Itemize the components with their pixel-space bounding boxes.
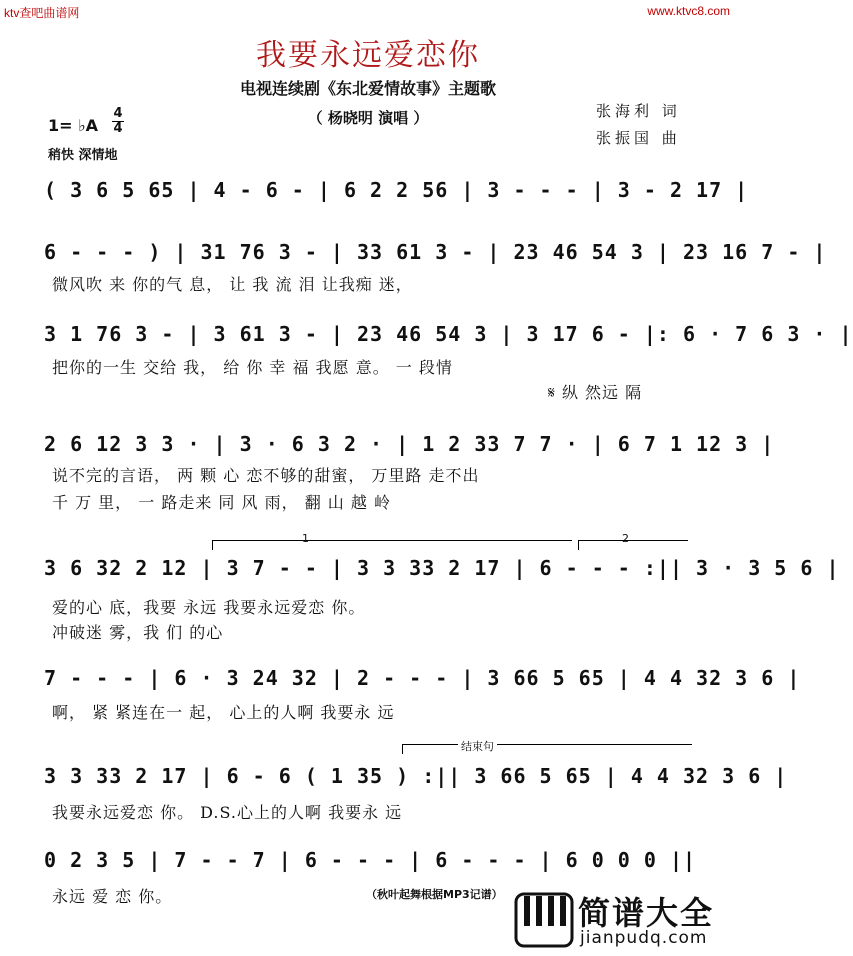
piano-keys-icon [514,890,574,950]
volta-2-bracket [578,540,688,541]
song-subtitle: 电视连续剧《东北爱情故事》主题歌 [239,79,496,98]
lyric-line: 我要永远爱恋 你。 D.S.心上的人啊 我要永 远 [52,803,403,822]
lyric-line: 永远 爱 恋 你。 [52,887,173,906]
ending-label: 结束句 [458,738,497,754]
notation-row: 7 - - - | 6 · 3 24 32 | 2 - - - | 3 66 5 65 | 4 4 32 3 6 | [44,666,801,690]
key-signature: 1= ♭A [48,116,99,135]
notation-row: 0 2 3 5 | 7 - - 7 | 6 - - - | 6 - - - | 6 0 0 0 || [44,848,697,872]
tempo-marking: 稍快 深情地 [48,148,118,163]
lyric-line: 𝄋 纵 然远 隔 [548,383,643,402]
ending-bracket [402,744,692,745]
lyric-line: 千 万 里， 一 路走来 同 风 雨， 翻 山 越 岭 [52,493,391,512]
composer-credit: 张振国 曲 [596,129,681,147]
notation-row: 2 6 12 3 3 · | 3 · 6 3 2 · | 1 2 33 7 7 · | 6 7 1 12 3 | [44,432,775,456]
lyric-line: 啊， 紧 紧连在一 起， 心上的人啊 我要永 远 [52,703,395,722]
watermark-left: ktv查吧曲谱网 [4,6,80,20]
lyric-line: 说不完的言语， 两 颗 心 恋不够的甜蜜， 万里路 走不出 [52,466,480,485]
singer-credit: （ 杨晓明 演唱 ） [307,109,429,127]
volta-1-label: 1 [302,532,309,545]
notation-row: 3 6 32 2 12 | 3 7 - - | 3 3 33 2 17 | 6 - - - :|| 3 · 3 5 6 | [44,556,840,580]
meter-bottom: 4 [113,121,123,136]
lyric-line: 爱的心 底，我要 永远 我要永远爱恋 你。 [52,598,366,617]
lyric-line: 微风吹 来 你的气 息， 让 我 流 泪 让我痴 迷， [52,275,413,294]
logo [514,888,730,952]
volta-1-tick [212,540,213,550]
notation-row: 6 - - - ) | 31 76 3 - | 33 61 3 - | 23 46 54 3 | 23 16 7 - | [44,240,827,264]
logo-title: 简谱大全 [578,894,715,932]
notation-row: ( 3 6 5 65 | 4 - 6 - | 6 2 2 56 | 3 - - - | 3 - 2 17 | [44,178,749,202]
volta-2-label: 2 [622,532,629,545]
meter-top: 4 [113,106,123,121]
lyricist-credit: 张海利 词 [596,102,681,120]
time-signature [112,107,124,136]
watermark-right: www.ktvc8.com [647,4,730,18]
logo-url: jianpudq.com [580,928,708,948]
footer-note: （秋叶起舞根据MP3记谱） [366,888,503,901]
volta-2-tick [578,540,579,550]
song-title: 我要永远爱恋你 [256,38,480,73]
notation-row: 3 3 33 2 17 | 6 - 6 ( 1 35 ) :|| 3 66 5 65 | 4 4 32 3 6 | [44,764,788,788]
lyric-line: 冲破迷 雾，我 们 的心 [52,623,224,642]
ending-bracket-tick [402,744,403,754]
lyric-line: 把你的一生 交给 我， 给 你 幸 福 我愿 意。 一 段情 [52,358,453,377]
notation-row: 3 1 76 3 - | 3 61 3 - | 23 46 54 3 | 3 17 6 - |: 6 · 7 6 3 · | [44,322,853,346]
volta-1-bracket [212,540,572,541]
